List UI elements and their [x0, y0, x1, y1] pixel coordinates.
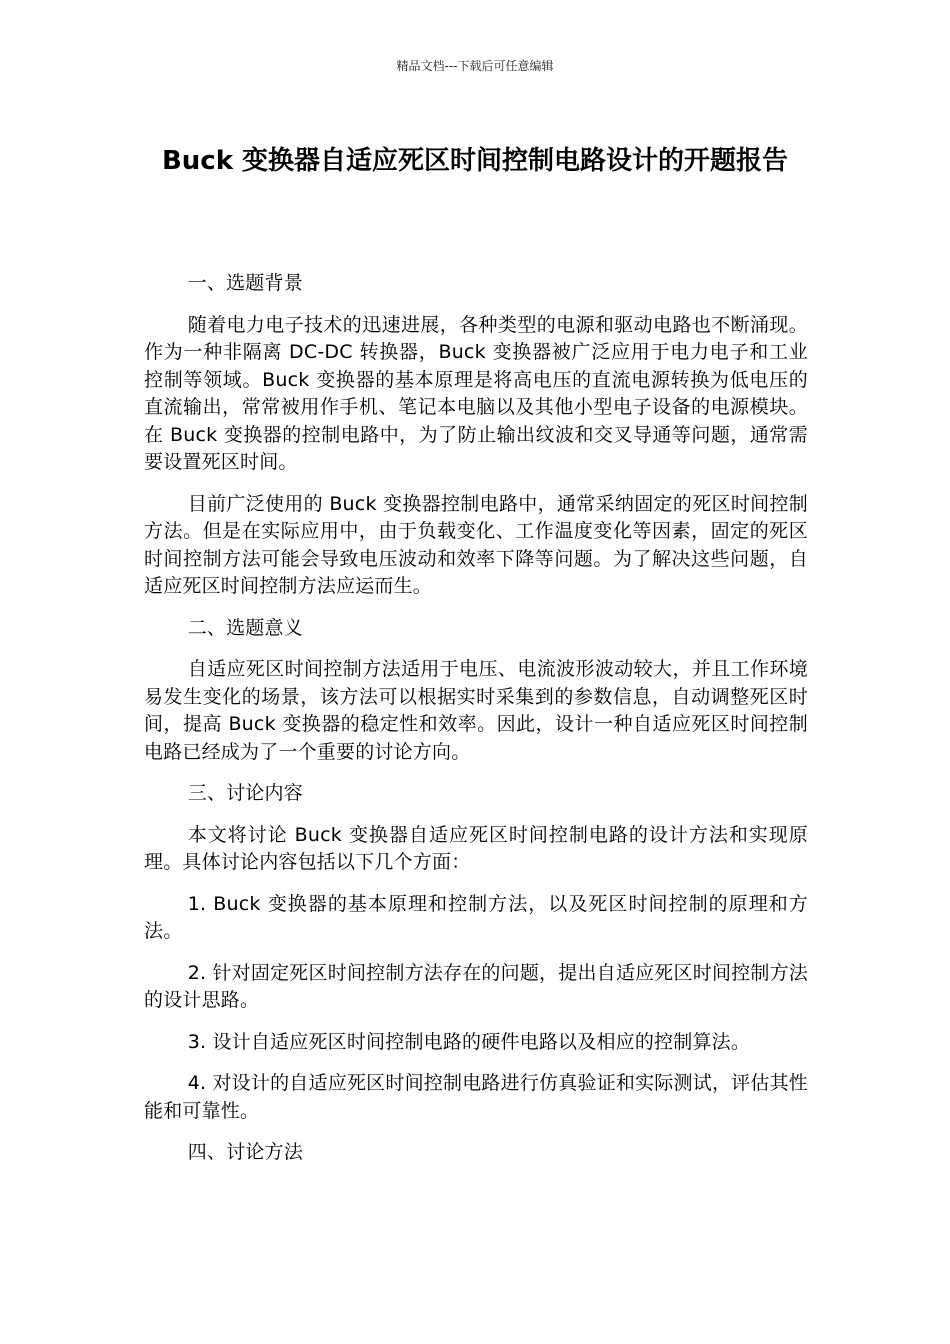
paragraph-background-2: 目前广泛使用的 Buck 变换器控制电路中，通常采纳固定的死区时间控制方法。但是在实际应用中，由于负载变化、工作温度变化等因素，固定的死区时间控制方法可能会导致电压波动和效率下降等问题。为了解决这些问题，自适应死区时间控制方法应运而生。 — [144, 492, 808, 597]
list-item-content-3: 3. 设计自适应死区时间控制电路的硬件电路以及相应的控制算法。 — [187, 1030, 751, 1053]
list-item-content-2: 2. 针对固定死区时间控制方法存在的问题，提出自适应死区时间控制方法的设计思路。 — [144, 961, 808, 1011]
section-heading-methods: 四、讨论方法 — [187, 1141, 303, 1163]
section-heading-background: 一、选题背景 — [187, 272, 303, 294]
section-heading-significance: 二、选题意义 — [187, 616, 303, 639]
section-heading-content: 三、讨论内容 — [187, 782, 303, 804]
list-item-content-1: 1. Buck 变换器的基本原理和控制方法，以及死区时间控制的原理和方法。 — [144, 892, 808, 942]
document-body — [144, 270, 808, 1181]
document-title: Buck 变换器自适应死区时间控制电路设计的开题报告 — [161, 146, 789, 176]
list-item-content-4: 4. 对设计的自适应死区时间控制电路进行仿真验证和实际测试，评估其性能和可靠性。 — [144, 1072, 808, 1122]
paragraph-background-1: 随着电力电子技术的迅速进展，各种类型的电源和驱动电路也不断涌现。作为一种非隔离 DC-DC 转换器，Buck 变换器被广泛应用于电力电子和工业控制等领域。Buck 变换器的基本原理是将高电压的直流电源转换为低电压的直流输出，常常被用作手机、笔记本电脑以及其他小型电子设备的电源模块。在 Buck 变换器的控制电路中，为了防止输出纹波和交叉导通等问题，通常需要设置死区时间。 — [144, 313, 808, 473]
paragraph-content-intro: 本文将讨论 Buck 变换器自适应死区时间控制电路的设计方法和实现原理。具体讨论内容包括以下几个方面： — [144, 823, 808, 873]
header-note: 精品文档---下载后可任意编辑 — [396, 59, 554, 73]
paragraph-significance-1: 自适应死区时间控制方法适用于电压、电流波形波动较大，并且工作环境易发生变化的场景，该方法可以根据实时采集到的参数信息，自动调整死区时间，提高 Buck 变换器的稳定性和效率。因此，设计一种自适应死区时间控制电路已经成为了一个重要的讨论方向。 — [144, 658, 808, 763]
